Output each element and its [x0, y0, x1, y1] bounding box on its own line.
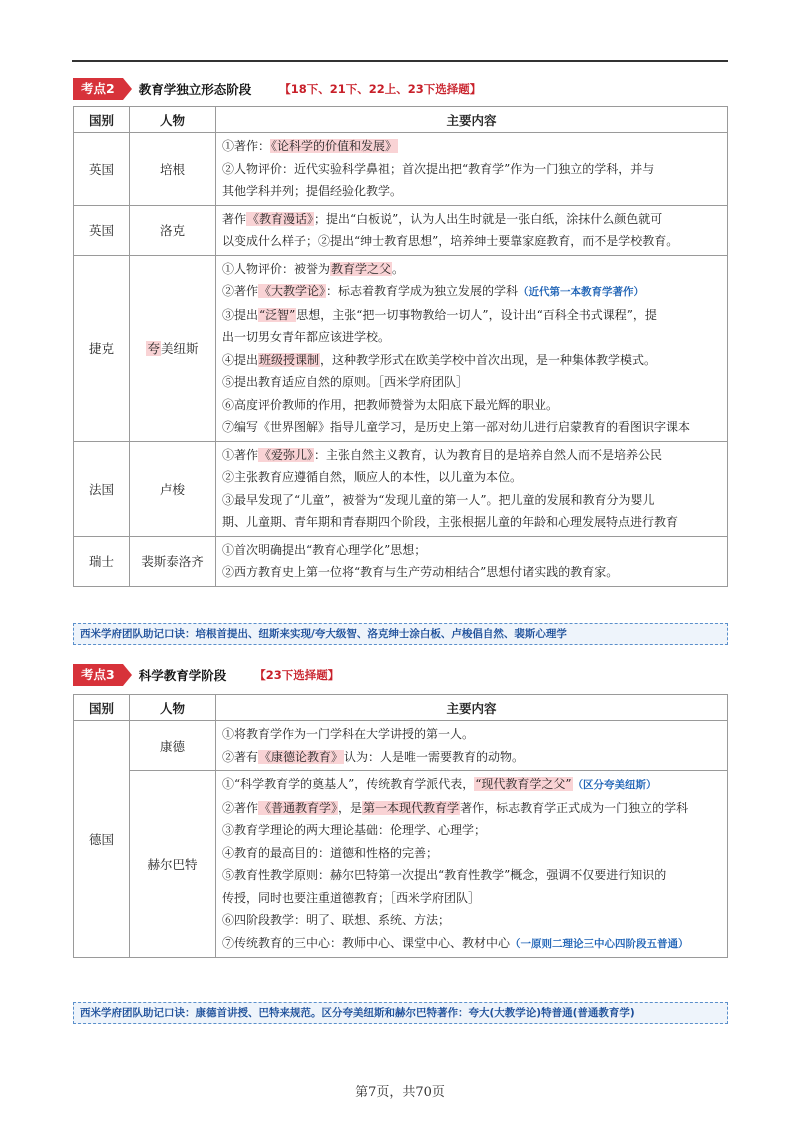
content-line: 期、儿童期、青年期和青春期四个阶段，主张根据儿童的年龄和心理发展特点进行教育: [222, 515, 679, 529]
section3-mnemonic: 西米学府团队助记口诀：康德首讲授、巴特来规范。区分夸美纽斯和赫尔巴特著作：夸大(大教学论)特普通(普通教育学): [73, 1002, 728, 1024]
highlight: 《康德论教育》: [259, 749, 344, 764]
country-cell: 瑞士: [74, 536, 130, 586]
highlight: 《教育漫话》: [247, 211, 314, 226]
blue-note: （区分夸美纽斯）: [572, 779, 657, 791]
section3-title: 科学教育学阶段: [138, 668, 227, 683]
content-line: ⑤提出教育适应自然的原则。［西米学府团队］: [222, 375, 469, 389]
content-line: ③最早发现了“儿童”，被誉为“发现儿童的第一人”。把儿童的发展和教育分为婴儿: [222, 492, 655, 507]
highlight: 《大教学论》: [259, 284, 326, 298]
content-cell: [216, 205, 728, 255]
table-row: [74, 721, 728, 771]
highlight: 第一本现代教育学: [363, 800, 460, 815]
content-line: ①首次明确提出“教育心理学化”思想；: [222, 542, 427, 557]
header-person: 人物: [130, 695, 216, 721]
content-line: ①将教育学作为一门学科在大学讲授的第一人。: [222, 727, 475, 741]
header-content: 主要内容: [216, 695, 728, 721]
content-cell: [216, 721, 728, 771]
section2-tag: 考点2: [73, 78, 123, 100]
content-line: ③提出“泛智”思想，主张“把一切事物教给一切人”，设计出“百科全书式课程”，提: [222, 307, 657, 322]
content-cell: [216, 536, 728, 586]
page-number: 第7页，共70页: [355, 1085, 445, 1100]
content-line: ⑦编写《世界图解》指导儿童学习，是历史上第一部对幼儿进行启蒙教育的看图识字课本: [222, 420, 691, 434]
content-line: ①著作《爱弥儿》：主张自然主义教育，认为教育目的是培养自然人而不是培养公民: [222, 447, 663, 462]
content-line: 以变成什么样子；②提出“绅士教育思想”，培养绅士要靠家庭教育，而不是学校教育。: [222, 234, 679, 248]
content-line: 出一切男女青年都应该进学校。: [222, 330, 391, 344]
header-country: 国别: [74, 107, 130, 133]
content-line: ②主张教育应遵循自然，顺应人的本性，以儿童为本位。: [222, 470, 523, 484]
content-cell: [216, 133, 728, 206]
content-line: ⑥四阶段教学：明了、联想、系统、方法；: [222, 913, 451, 927]
highlight: 《论科学的价值和发展》: [271, 139, 398, 153]
content-line: ②西方教育史上第一位将“教育与生产劳动相结合”思想付诸实践的教育家。: [222, 565, 619, 579]
section2-header: [73, 78, 728, 100]
highlight: 夸: [147, 341, 160, 356]
highlight: “泛智”: [259, 307, 296, 322]
content-line: ①著作：《论科学的价值和发展》: [222, 139, 398, 153]
highlight: 《爱弥儿》: [259, 447, 314, 462]
content-line: 著作《教育漫话》；提出“白板说”，认为人出生时就是一张白纸，涂抹什么颜色就可: [222, 211, 663, 226]
blue-note: （近代第一本教育学著作）: [518, 286, 645, 298]
person-cell: 裴斯泰洛齐: [130, 536, 216, 586]
table-row: [74, 771, 728, 958]
content-line: ①“科学教育学的奠基人”，传统教育学派代表，“现代教育学之父”（区分夸美纽斯）: [222, 777, 657, 791]
content-line: ②著有《康德论教育》认为：人是唯一需要教育的动物。: [222, 749, 525, 764]
content-line: 传授，同时也要注重道德教育；［西米学府团队］: [222, 890, 481, 905]
content-line: ②人物评价：近代实验科学鼻祖；首次提出把“教育学”作为一门独立的学科，并与: [222, 161, 655, 176]
content-line: ⑦传统教育的三中心：教师中心、课堂中心、教材中心（一原则二理论三中心四阶段五普通）: [222, 935, 689, 950]
country-cell: 法国: [74, 441, 130, 536]
top-rule: [72, 60, 728, 62]
content-cell: [216, 441, 728, 536]
table-row: [74, 441, 728, 536]
section2-title: 教育学独立形态阶段: [138, 82, 252, 97]
content-line: 其他学科并列；提倡经验化教学。: [222, 184, 403, 198]
content-line: ④提出班级授课制，这种教学形式在欧美学校中首次出现，是一种集体教学模式。: [222, 352, 657, 367]
person-cell: 康德: [130, 721, 216, 771]
section2-exam-note: 【18下、21下、22上、23下选择题】: [279, 82, 482, 96]
blue-note: （一原则二理论三中心四阶段五普通）: [510, 937, 689, 950]
country-cell: 英国: [74, 205, 130, 255]
highlight: 《普通教育学》: [259, 800, 338, 815]
content-line: ⑤教育性教学原则：赫尔巴特第一次提出“教育性教学”概念，强调不仅要进行知识的: [222, 868, 667, 882]
header-country: 国别: [74, 695, 130, 721]
section3-header: [73, 664, 728, 686]
person-cell: 洛克: [130, 205, 216, 255]
content-line: ⑥高度评价教师的作用，把教师赞誉为太阳底下最光辉的职业。: [222, 397, 559, 412]
content-line: ①人物评价：被誉为教育学之父。: [222, 261, 405, 276]
section3-table: [73, 694, 728, 958]
table-row: [74, 133, 728, 206]
highlight: 教育学之父: [331, 261, 392, 276]
content-line: ④教育的最高目的：道德和性格的完善；: [222, 845, 439, 860]
table-row: [74, 205, 728, 255]
section2-mnemonic: 西米学府团队助记口诀：培根首提出、纽斯来实现/夸大级智、洛克绅士涂白板、卢梭倡自然、裴斯心理学: [73, 623, 728, 645]
person-cell: 卢梭: [130, 441, 216, 536]
highlight: 班级授课制: [259, 352, 320, 367]
header-person: 人物: [130, 107, 216, 133]
person-cell: 赫尔巴特: [130, 771, 216, 958]
content-line: ③教育学理论的两大理论基础：伦理学、心理学；: [222, 823, 487, 837]
person-cell: 夸美纽斯: [130, 255, 216, 441]
table-row: [74, 536, 728, 586]
header-content: 主要内容: [216, 107, 728, 133]
section3-tag: 考点3: [73, 664, 123, 686]
person-cell: 培根: [130, 133, 216, 206]
section2-table: [73, 106, 728, 587]
content-line: ②著作《普通教育学》，是第一本现代教育学著作，标志教育学正式成为一门独立的学科: [222, 800, 689, 815]
table-row: [74, 255, 728, 441]
content-line: ②著作《大教学论》：标志着教育学成为独立发展的学科（近代第一本教育学著作）: [222, 284, 645, 298]
country-cell: 英国: [74, 133, 130, 206]
content-cell: [216, 255, 728, 441]
content-cell: [216, 771, 728, 958]
country-cell: 捷克: [74, 255, 130, 441]
country-cell: 德国: [74, 721, 130, 958]
highlight: “现代教育学之父”: [475, 777, 572, 791]
section3-exam-note: 【23下选择题】: [254, 668, 340, 682]
